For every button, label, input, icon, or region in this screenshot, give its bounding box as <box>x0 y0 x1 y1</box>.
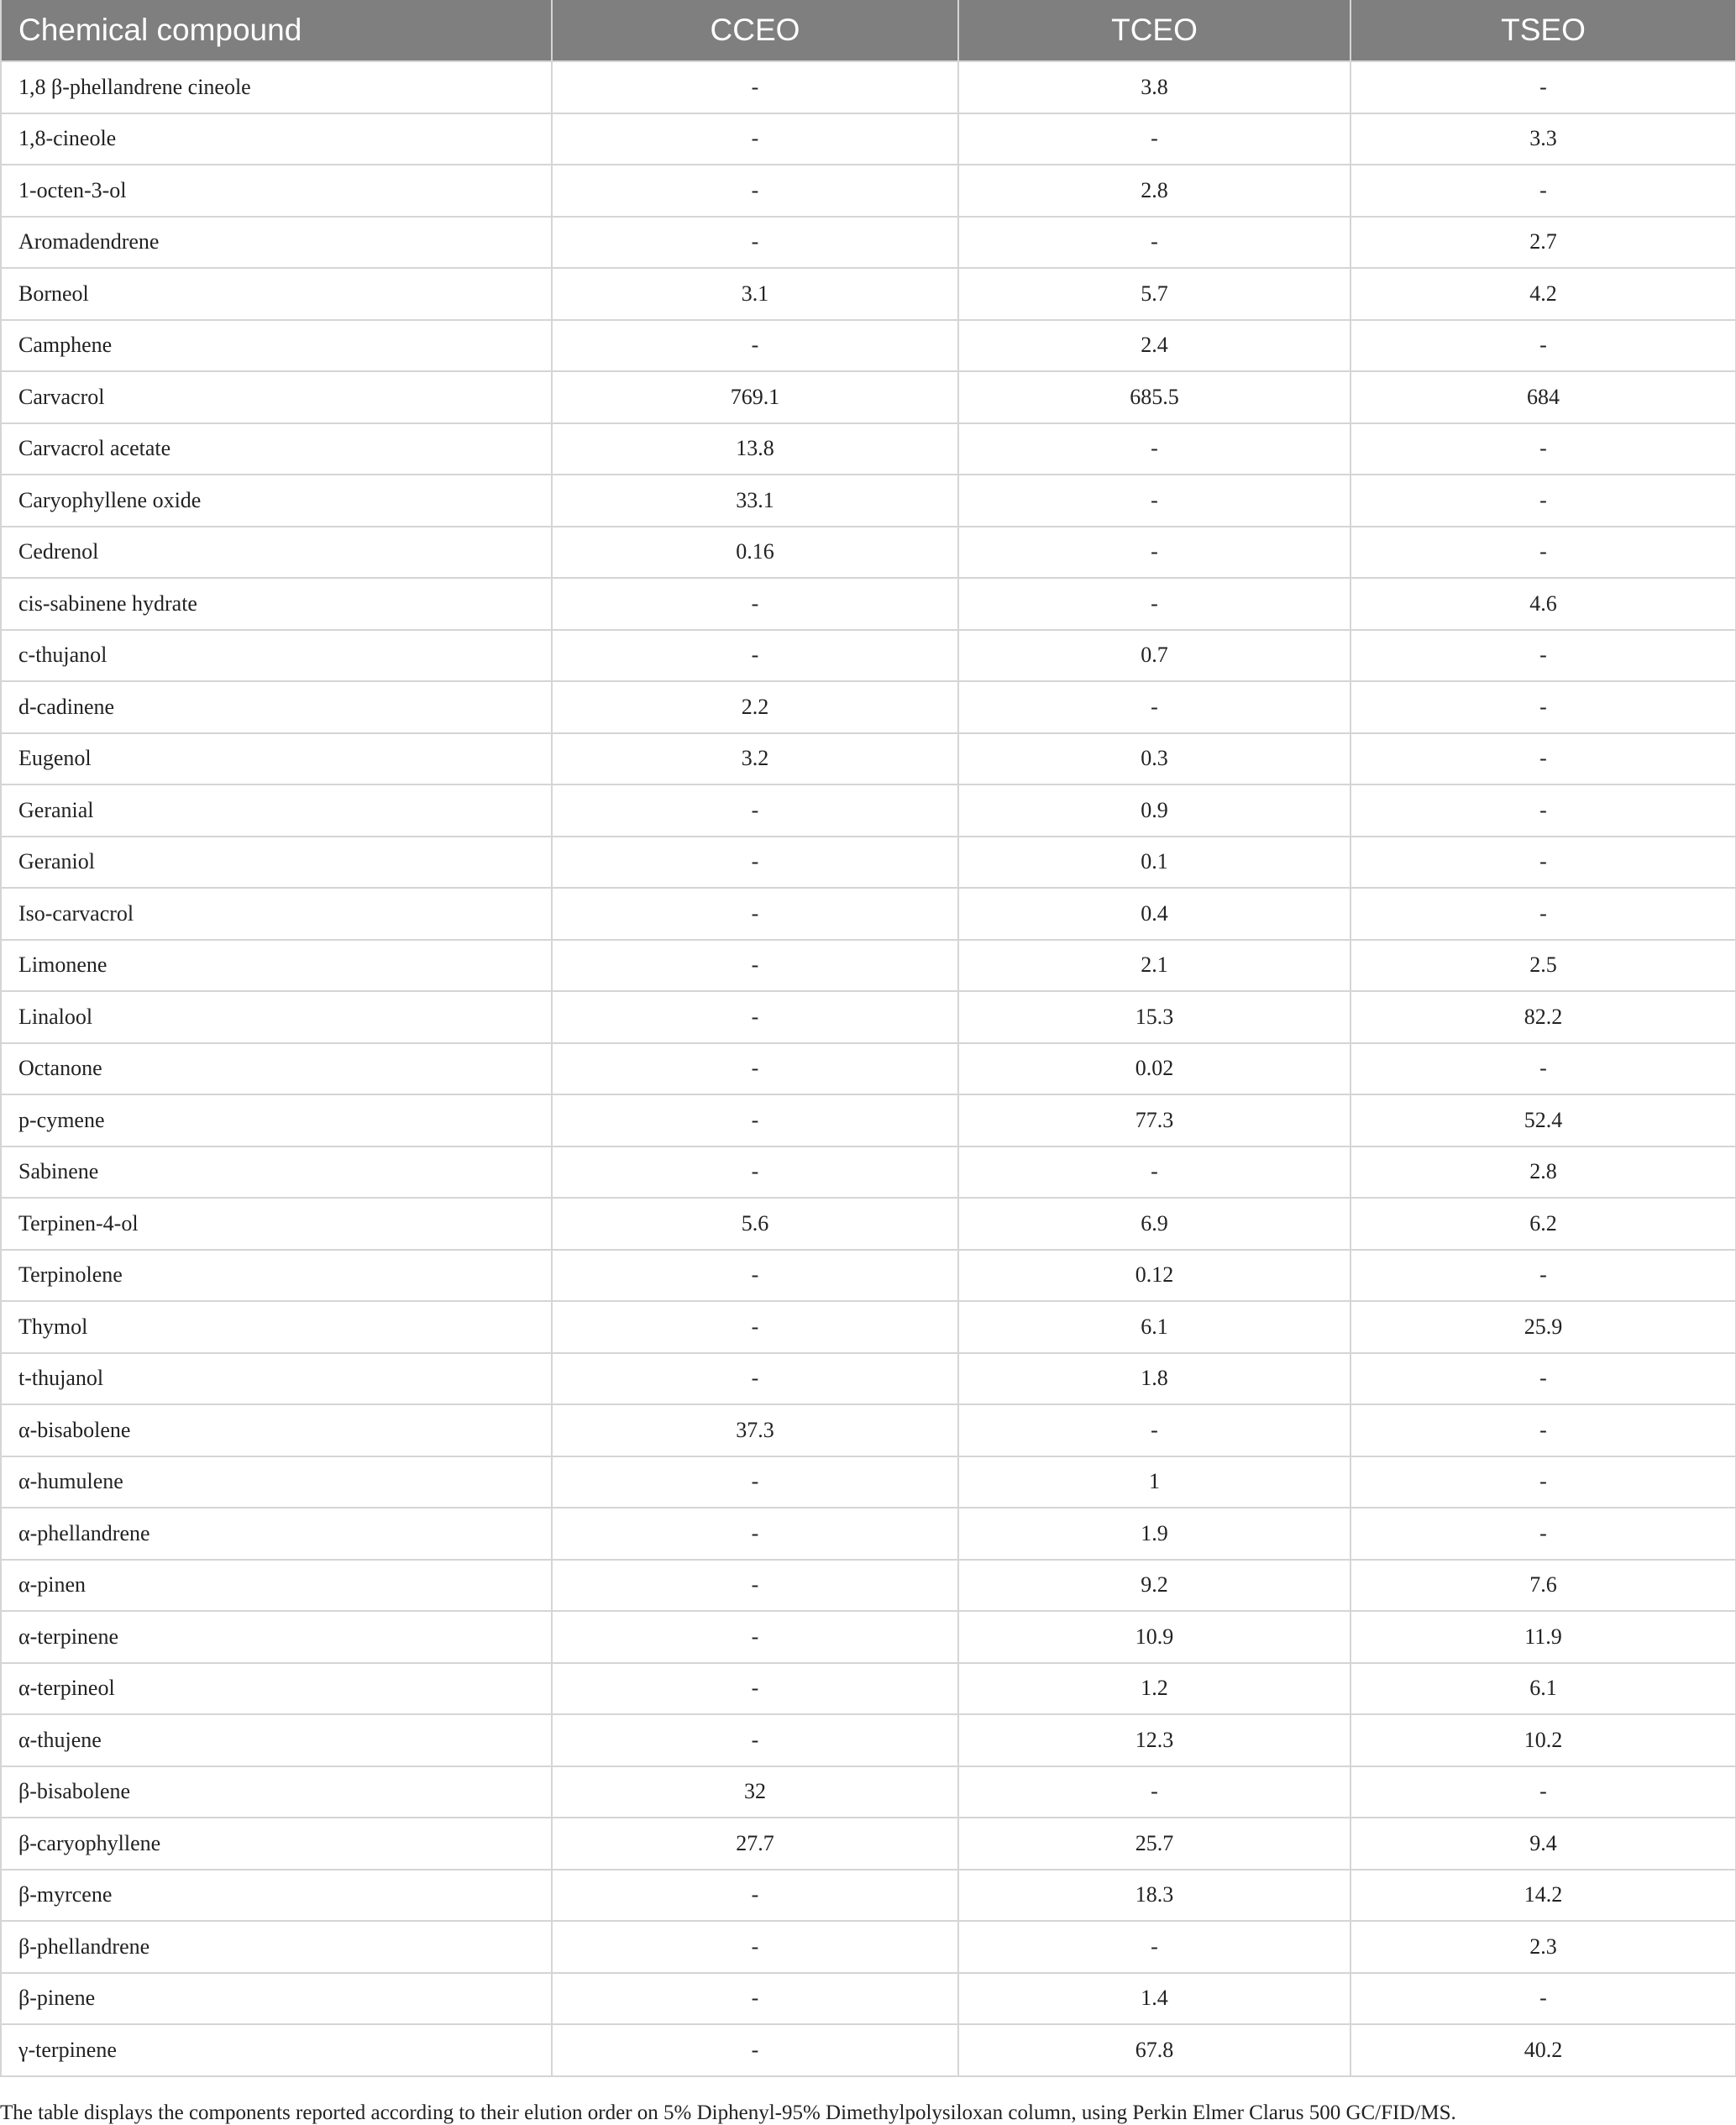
tceo-value-cell: 67.8 <box>958 2024 1351 2076</box>
table-row <box>1 733 1736 785</box>
tseo-value-cell: 2.3 <box>1351 1921 1736 1973</box>
cceo-value-cell: - <box>552 1043 958 1095</box>
tceo-value-cell: 12.3 <box>958 1714 1351 1766</box>
header-tceo: TCEO <box>958 0 1351 61</box>
table-row <box>1 578 1736 630</box>
table-row <box>1 1766 1736 1818</box>
header-row <box>1 0 1736 61</box>
tseo-value-cell: - <box>1351 837 1736 889</box>
table-row <box>1 475 1736 527</box>
table-body <box>1 61 1736 2076</box>
compound-name-cell: Iso-carvacrol <box>1 888 552 940</box>
tseo-value-cell: - <box>1351 527 1736 579</box>
cceo-value-cell: - <box>552 1146 958 1199</box>
compound-name-cell: α-terpineol <box>1 1663 552 1715</box>
compound-name-cell: t-thujanol <box>1 1353 552 1405</box>
cceo-value-cell: - <box>552 320 958 372</box>
tseo-value-cell: - <box>1351 1766 1736 1818</box>
table-row <box>1 991 1736 1043</box>
cceo-value-cell: 32 <box>552 1766 958 1818</box>
compound-name-cell: β-caryophyllene <box>1 1818 552 1870</box>
tseo-value-cell: - <box>1351 1456 1736 1508</box>
tceo-value-cell: - <box>958 1404 1351 1456</box>
tceo-value-cell: 1 <box>958 1456 1351 1508</box>
compound-name-cell: Octanone <box>1 1043 552 1095</box>
tseo-value-cell: 2.8 <box>1351 1146 1736 1199</box>
table-row <box>1 630 1736 682</box>
table-row <box>1 113 1736 165</box>
compound-name-cell: α-thujene <box>1 1714 552 1766</box>
compound-name-cell: β-pinene <box>1 1973 552 2025</box>
cceo-value-cell: - <box>552 1353 958 1405</box>
compound-name-cell: Limonene <box>1 940 552 992</box>
cceo-value-cell: - <box>552 837 958 889</box>
table-row <box>1 1611 1736 1663</box>
table-row <box>1 2024 1736 2076</box>
tseo-value-cell: 4.2 <box>1351 268 1736 320</box>
table-row <box>1 217 1736 269</box>
tseo-value-cell: 14.2 <box>1351 1870 1736 1922</box>
cceo-value-cell: - <box>552 1560 958 1612</box>
tceo-value-cell: 685.5 <box>958 371 1351 423</box>
tseo-value-cell: - <box>1351 165 1736 217</box>
tseo-value-cell: 10.2 <box>1351 1714 1736 1766</box>
tceo-value-cell: - <box>958 217 1351 269</box>
compound-name-cell: α-pinen <box>1 1560 552 1612</box>
cceo-value-cell: - <box>552 165 958 217</box>
cceo-value-cell: - <box>552 888 958 940</box>
tseo-value-cell: - <box>1351 784 1736 837</box>
tceo-value-cell: 15.3 <box>958 991 1351 1043</box>
tseo-value-cell: 82.2 <box>1351 991 1736 1043</box>
cceo-value-cell: - <box>552 1456 958 1508</box>
table-row <box>1 784 1736 837</box>
header-chemical-compound: Chemical compound <box>1 0 552 61</box>
tseo-value-cell: - <box>1351 61 1736 113</box>
cceo-value-cell: 2.2 <box>552 681 958 733</box>
tceo-value-cell: 1.2 <box>958 1663 1351 1715</box>
table-row <box>1 1663 1736 1715</box>
tceo-value-cell: 5.7 <box>958 268 1351 320</box>
cceo-value-cell: 33.1 <box>552 475 958 527</box>
cceo-value-cell: - <box>552 1921 958 1973</box>
compound-name-cell: Carvacrol <box>1 371 552 423</box>
tceo-value-cell: 3.8 <box>958 61 1351 113</box>
compound-name-cell: Terpinolene <box>1 1250 552 1302</box>
table-row <box>1 1714 1736 1766</box>
cceo-value-cell: 37.3 <box>552 1404 958 1456</box>
table-row <box>1 1560 1736 1612</box>
cceo-value-cell: 0.16 <box>552 527 958 579</box>
compound-name-cell: Linalool <box>1 991 552 1043</box>
cceo-value-cell: - <box>552 940 958 992</box>
cceo-value-cell: - <box>552 1973 958 2025</box>
compound-name-cell: Geranial <box>1 784 552 837</box>
cceo-value-cell: 13.8 <box>552 423 958 475</box>
table-row <box>1 888 1736 940</box>
table-row <box>1 837 1736 889</box>
tseo-value-cell: 2.7 <box>1351 217 1736 269</box>
tceo-value-cell: 0.12 <box>958 1250 1351 1302</box>
tceo-value-cell: - <box>958 475 1351 527</box>
compound-name-cell: Sabinene <box>1 1146 552 1199</box>
tceo-value-cell: 0.7 <box>958 630 1351 682</box>
compound-name-cell: β-myrcene <box>1 1870 552 1922</box>
table-row <box>1 940 1736 992</box>
tceo-value-cell: 1.9 <box>958 1508 1351 1560</box>
table-footnote: The table displays the components reported according to their elution order on 5% Diphenyl-95% Dimethylpolysiloxan column, using Perkin Elmer Clarus 500 GC/FID/MS. <box>0 2101 1456 2124</box>
tseo-value-cell: 6.2 <box>1351 1198 1736 1250</box>
tceo-value-cell: - <box>958 1921 1351 1973</box>
compound-name-cell: γ-terpinene <box>1 2024 552 2076</box>
cceo-value-cell: 5.6 <box>552 1198 958 1250</box>
tceo-value-cell: 2.4 <box>958 320 1351 372</box>
tceo-value-cell: 0.02 <box>958 1043 1351 1095</box>
cceo-value-cell: 3.2 <box>552 733 958 785</box>
tseo-value-cell: 9.4 <box>1351 1818 1736 1870</box>
tceo-value-cell: - <box>958 1146 1351 1199</box>
tseo-value-cell: - <box>1351 681 1736 733</box>
table-row <box>1 1456 1736 1508</box>
compound-name-cell: β-bisabolene <box>1 1766 552 1818</box>
cceo-value-cell: - <box>552 991 958 1043</box>
table-row <box>1 1301 1736 1353</box>
tseo-value-cell: - <box>1351 1043 1736 1095</box>
table-row <box>1 268 1736 320</box>
tceo-value-cell: - <box>958 527 1351 579</box>
tceo-value-cell: - <box>958 113 1351 165</box>
tceo-value-cell: 2.8 <box>958 165 1351 217</box>
compound-name-cell: Borneol <box>1 268 552 320</box>
tseo-value-cell: - <box>1351 888 1736 940</box>
tseo-value-cell: 40.2 <box>1351 2024 1736 2076</box>
tceo-value-cell: 6.9 <box>958 1198 1351 1250</box>
cceo-value-cell: - <box>552 1870 958 1922</box>
cceo-value-cell: 3.1 <box>552 268 958 320</box>
table-row <box>1 1043 1736 1095</box>
compound-name-cell: p-cymene <box>1 1094 552 1146</box>
tseo-value-cell: 684 <box>1351 371 1736 423</box>
tseo-value-cell: 25.9 <box>1351 1301 1736 1353</box>
compound-name-cell: β-phellandrene <box>1 1921 552 1973</box>
table-row <box>1 61 1736 113</box>
tseo-value-cell: 2.5 <box>1351 940 1736 992</box>
tceo-value-cell: - <box>958 681 1351 733</box>
table-row <box>1 1404 1736 1456</box>
tseo-value-cell: - <box>1351 733 1736 785</box>
compound-name-cell: Thymol <box>1 1301 552 1353</box>
compound-name-cell: 1,8-cineole <box>1 113 552 165</box>
header-tseo: TSEO <box>1351 0 1736 61</box>
table-row <box>1 1250 1736 1302</box>
tceo-value-cell: - <box>958 423 1351 475</box>
compound-name-cell: Cedrenol <box>1 527 552 579</box>
table-header <box>1 0 1736 61</box>
table-row <box>1 1353 1736 1405</box>
tseo-value-cell: - <box>1351 1508 1736 1560</box>
tceo-value-cell: 25.7 <box>958 1818 1351 1870</box>
table-row <box>1 1921 1736 1973</box>
tceo-value-cell: 6.1 <box>958 1301 1351 1353</box>
compound-name-cell: 1-octen-3-ol <box>1 165 552 217</box>
compound-name-cell: 1,8 β-phellandrene cineole <box>1 61 552 113</box>
tseo-value-cell: 3.3 <box>1351 113 1736 165</box>
cceo-value-cell: - <box>552 630 958 682</box>
table-row <box>1 1198 1736 1250</box>
cceo-value-cell: - <box>552 1250 958 1302</box>
table-row <box>1 371 1736 423</box>
table-row <box>1 1508 1736 1560</box>
compound-name-cell: Aromadendrene <box>1 217 552 269</box>
table-row <box>1 165 1736 217</box>
cceo-value-cell: - <box>552 1094 958 1146</box>
compound-name-cell: α-phellandrene <box>1 1508 552 1560</box>
table-row <box>1 527 1736 579</box>
cceo-value-cell: - <box>552 217 958 269</box>
tseo-value-cell: 4.6 <box>1351 578 1736 630</box>
table-row <box>1 423 1736 475</box>
tseo-value-cell: 6.1 <box>1351 1663 1736 1715</box>
compound-name-cell: α-humulene <box>1 1456 552 1508</box>
cceo-value-cell: - <box>552 1508 958 1560</box>
tseo-value-cell: - <box>1351 1973 1736 2025</box>
table-row <box>1 1146 1736 1199</box>
tseo-value-cell: 11.9 <box>1351 1611 1736 1663</box>
tseo-value-cell: 52.4 <box>1351 1094 1736 1146</box>
tceo-value-cell: 0.4 <box>958 888 1351 940</box>
tseo-value-cell: - <box>1351 1250 1736 1302</box>
cceo-value-cell: - <box>552 1714 958 1766</box>
table-row <box>1 1818 1736 1870</box>
table-row <box>1 1870 1736 1922</box>
compound-name-cell: cis-sabinene hydrate <box>1 578 552 630</box>
tceo-value-cell: 10.9 <box>958 1611 1351 1663</box>
tceo-value-cell: 18.3 <box>958 1870 1351 1922</box>
tceo-value-cell: 9.2 <box>958 1560 1351 1612</box>
compound-name-cell: Camphene <box>1 320 552 372</box>
tseo-value-cell: - <box>1351 1404 1736 1456</box>
tceo-value-cell: 1.4 <box>958 1973 1351 2025</box>
compound-name-cell: Carvacrol acetate <box>1 423 552 475</box>
tseo-value-cell: - <box>1351 423 1736 475</box>
header-cceo: CCEO <box>552 0 958 61</box>
cceo-value-cell: 769.1 <box>552 371 958 423</box>
cceo-value-cell: - <box>552 578 958 630</box>
table-row <box>1 1973 1736 2025</box>
tseo-value-cell: - <box>1351 320 1736 372</box>
compound-name-cell: c-thujanol <box>1 630 552 682</box>
compound-name-cell: Eugenol <box>1 733 552 785</box>
tceo-value-cell: 0.1 <box>958 837 1351 889</box>
tseo-value-cell: 7.6 <box>1351 1560 1736 1612</box>
cceo-value-cell: - <box>552 1611 958 1663</box>
tceo-value-cell: - <box>958 1766 1351 1818</box>
cceo-value-cell: - <box>552 1301 958 1353</box>
cceo-value-cell: - <box>552 2024 958 2076</box>
tceo-value-cell: 77.3 <box>958 1094 1351 1146</box>
cceo-value-cell: - <box>552 113 958 165</box>
cceo-value-cell: - <box>552 1663 958 1715</box>
compound-name-cell: α-terpinene <box>1 1611 552 1663</box>
compound-name-cell: α-bisabolene <box>1 1404 552 1456</box>
table-row <box>1 320 1736 372</box>
tceo-value-cell: 0.9 <box>958 784 1351 837</box>
tceo-value-cell: 2.1 <box>958 940 1351 992</box>
tseo-value-cell: - <box>1351 1353 1736 1405</box>
compound-name-cell: Geraniol <box>1 837 552 889</box>
tceo-value-cell: 1.8 <box>958 1353 1351 1405</box>
tseo-value-cell: - <box>1351 630 1736 682</box>
tceo-value-cell: 0.3 <box>958 733 1351 785</box>
tceo-value-cell: - <box>958 578 1351 630</box>
compound-name-cell: Terpinen-4-ol <box>1 1198 552 1250</box>
table-row <box>1 1094 1736 1146</box>
compound-name-cell: Caryophyllene oxide <box>1 475 552 527</box>
tseo-value-cell: - <box>1351 475 1736 527</box>
cceo-value-cell: - <box>552 784 958 837</box>
cceo-value-cell: - <box>552 61 958 113</box>
table-row <box>1 681 1736 733</box>
compound-name-cell: d-cadinene <box>1 681 552 733</box>
cceo-value-cell: 27.7 <box>552 1818 958 1870</box>
